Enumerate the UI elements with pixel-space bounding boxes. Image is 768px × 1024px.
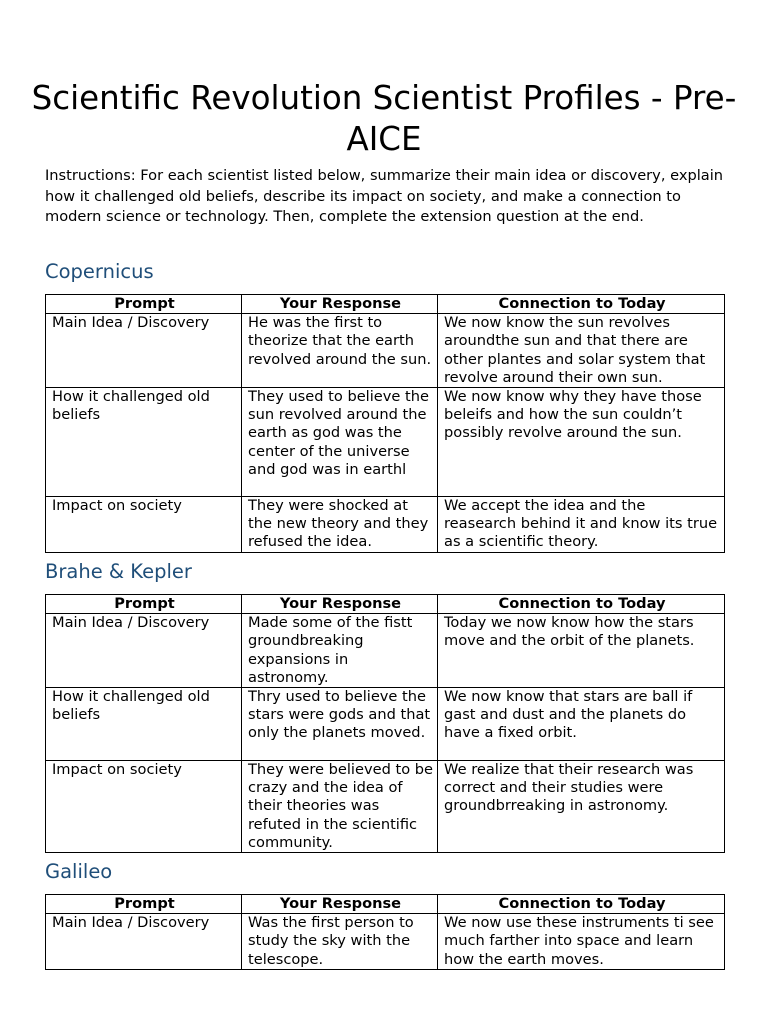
table-row [46, 761, 725, 853]
section-heading-galileo: Galileo [45, 860, 113, 883]
header-connection: Connection to Today [438, 595, 725, 614]
prompt-cell: Main Idea / Discovery [46, 914, 242, 970]
galileo-table [45, 894, 725, 970]
section-heading-brahe-kepler: Brahe & Kepler [45, 560, 192, 583]
connection-cell[interactable]: Today we now know how the stars move and the orbit of the planets. [438, 614, 725, 688]
response-cell[interactable]: They were shocked at the new theory and they refused the idea. [242, 497, 438, 553]
instructions-text: Instructions: For each scientist listed below, summarize their main idea or discovery, explain how it challenged old beliefs, describe its impact on society, and make a connection to modern science or technology. Then, complete the extension question at the end. [45, 167, 724, 226]
response-cell[interactable]: Made some of the fistt groundbreaking expansions in astronomy. [242, 614, 438, 688]
response-cell[interactable]: They were believed to be crazy and the idea of their theories was refuted in the scientific community. [242, 761, 438, 853]
table-row [46, 614, 725, 688]
table-row [46, 388, 725, 497]
header-connection: Connection to Today [438, 295, 725, 314]
table-row [46, 497, 725, 553]
table-row [46, 688, 725, 761]
section-heading-copernicus: Copernicus [45, 260, 154, 283]
header-connection: Connection to Today [438, 895, 725, 914]
table-header-row [46, 295, 725, 314]
prompt-cell: Impact on society [46, 761, 242, 853]
prompt-cell: Main Idea / Discovery [46, 314, 242, 388]
connection-cell[interactable]: We now use these instruments ti see much farther into space and learn how the earth moves. [438, 914, 725, 970]
connection-cell[interactable]: We accept the idea and the reasearch behind it and know its true as a scientific theory. [438, 497, 725, 553]
prompt-cell: How it challenged old beliefs [46, 688, 242, 761]
table-header-row [46, 595, 725, 614]
connection-cell[interactable]: We now know that stars are ball if gast and dust and the planets do have a fixed orbit. [438, 688, 725, 761]
connection-cell[interactable]: We now know why they have those beleifs and how the sun couldn’t possibly revolve around the sun. [438, 388, 725, 497]
header-prompt: Prompt [46, 295, 242, 314]
header-response: Your Response [242, 895, 438, 914]
response-cell[interactable]: Was the first person to study the sky with the telescope. [242, 914, 438, 970]
page-title: Scientific Revolution Scientist Profiles - Pre-AICE [31, 79, 737, 158]
response-cell[interactable]: He was the first to theorize that the earth revolved around the sun. [242, 314, 438, 388]
response-cell[interactable]: Thry used to believe the stars were gods and that only the planets moved. [242, 688, 438, 761]
prompt-cell: Impact on society [46, 497, 242, 553]
response-cell[interactable]: They used to believe the sun revolved around the earth as god was the center of the universe and god was in earthl [242, 388, 438, 497]
header-prompt: Prompt [46, 595, 242, 614]
table-row [46, 314, 725, 388]
header-response: Your Response [242, 595, 438, 614]
connection-cell[interactable]: We realize that their research was correct and their studies were groundbrreaking in astronomy. [438, 761, 725, 853]
prompt-cell: How it challenged old beliefs [46, 388, 242, 497]
connection-cell[interactable]: We now know the sun revolves aroundthe sun and that there are other plantes and solar system that revolve around their own sun. [438, 314, 725, 388]
header-prompt: Prompt [46, 895, 242, 914]
header-response: Your Response [242, 295, 438, 314]
brahe-kepler-table [45, 594, 725, 853]
table-header-row [46, 895, 725, 914]
table-row [46, 914, 725, 970]
copernicus-table [45, 294, 725, 553]
prompt-cell: Main Idea / Discovery [46, 614, 242, 688]
